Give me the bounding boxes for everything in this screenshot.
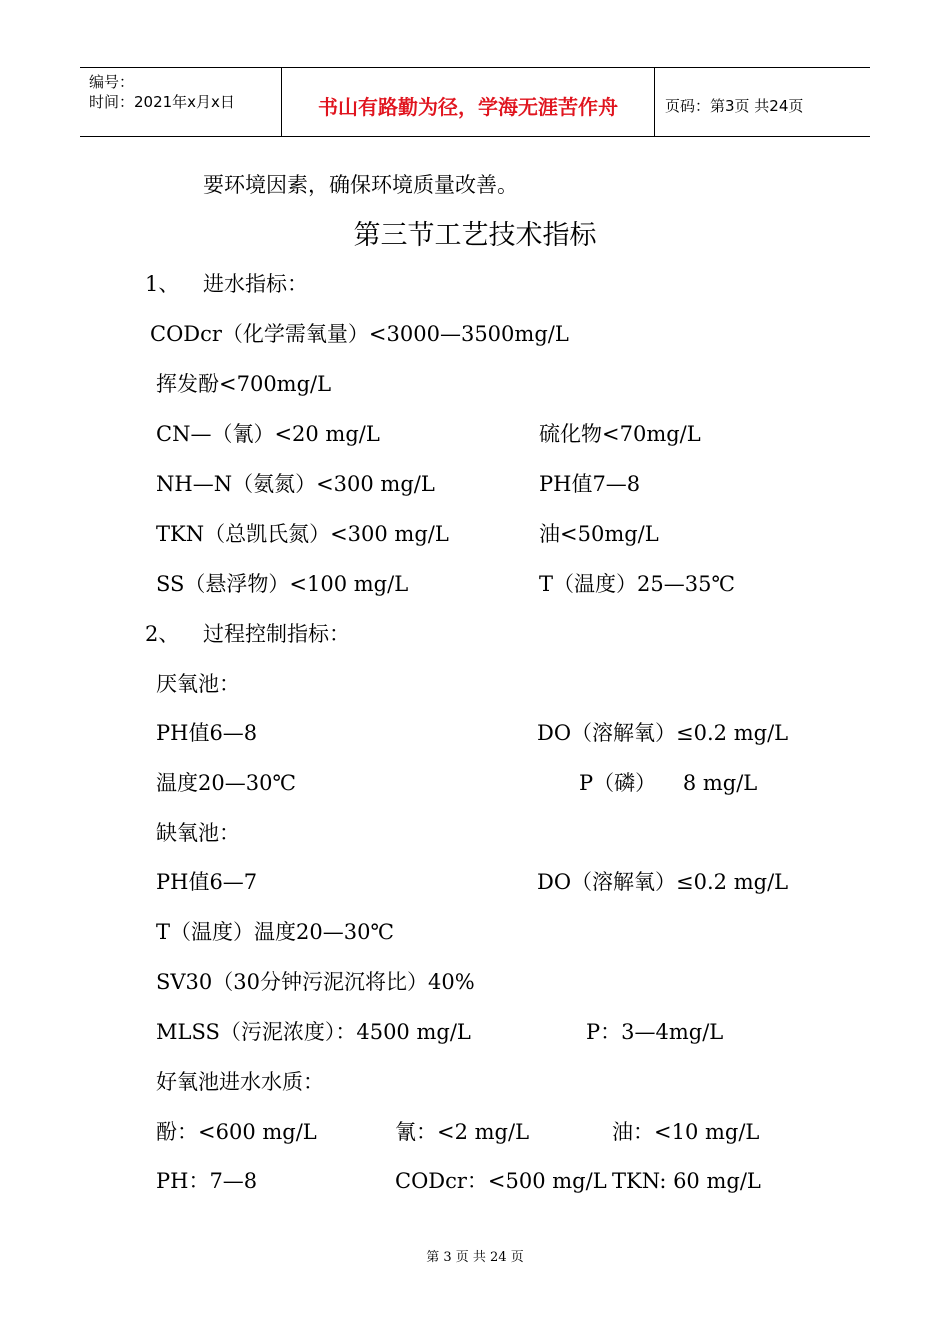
page-header xyxy=(80,67,870,137)
anaerobic-temp: 温度20—30℃ xyxy=(156,771,296,795)
inlet-nh: NH—N（氨氮）<300 mg/L xyxy=(156,472,435,496)
inlet-ss: SS（悬浮物）<100 mg/L xyxy=(156,572,409,596)
aerobic-cod: CODcr：<500 mg/L xyxy=(395,1169,607,1193)
anoxic-title: 缺氧池： xyxy=(156,821,240,845)
anaerobic-p: P（磷） 8 mg/L xyxy=(579,771,758,795)
inlet-cn: CN—（氰）<20 mg/L xyxy=(156,422,380,446)
inlet-tkn: TKN（总凯氏氮）<300 mg/L xyxy=(156,522,449,546)
aerobic-ph: PH：7—8 xyxy=(156,1169,258,1193)
intro-line: 要环境因素，确保环境质量改善。 xyxy=(203,173,518,197)
anoxic-do: DO（溶解氧）≤0.2 mg/L xyxy=(537,870,789,894)
anaerobic-do: DO（溶解氧）≤0.2 mg/L xyxy=(537,721,789,745)
header-page-label: 页码：第3页 共24页 xyxy=(665,96,804,115)
anoxic-p: P：3—4mg/L xyxy=(586,1020,724,1044)
inlet-temp: T（温度）25—35℃ xyxy=(539,572,735,596)
inlet-ph: PH值7—8 xyxy=(539,472,641,496)
inlet-phenol: 挥发酚<700mg/L xyxy=(156,372,332,396)
time-label: 时间：2021年x月x日 xyxy=(89,93,235,111)
inlet-sulfide: 硫化物<70mg/L xyxy=(539,422,701,446)
header-motto: 书山有路勤为径，学海无涯苦作舟 xyxy=(282,68,655,136)
aerobic-title: 好氧池进水水质： xyxy=(156,1070,324,1094)
aerobic-tkn: TKN: 60 mg/L xyxy=(612,1169,761,1193)
anaerobic-title: 厌氧池： xyxy=(156,672,240,696)
aerobic-cn: 氰：<2 mg/L xyxy=(395,1120,530,1144)
page-footer: 第 3 页 共 24 页 xyxy=(426,1250,524,1265)
number-label: 编号： xyxy=(89,73,135,91)
anoxic-ph: PH值6—7 xyxy=(156,870,258,894)
inlet-cod: CODcr（化学需氧量）<3000—3500mg/L xyxy=(150,322,569,346)
header-meta xyxy=(80,68,282,136)
inlet-heading-num: 1、 xyxy=(145,272,180,296)
section-title: 第三节工艺技术指标 xyxy=(353,220,597,251)
anoxic-temp: T（温度）温度20—30℃ xyxy=(156,920,394,944)
process-heading-num: 2、 xyxy=(145,622,180,646)
process-heading: 过程控制指标： xyxy=(203,622,350,646)
aerobic-oil: 油：<10 mg/L xyxy=(612,1120,760,1144)
inlet-oil: 油<50mg/L xyxy=(539,522,659,546)
anaerobic-ph: PH值6—8 xyxy=(156,721,258,745)
anoxic-sv30: SV30（30分钟污泥沉将比）40% xyxy=(156,970,475,994)
anoxic-mlss: MLSS（污泥浓度）：4500 mg/L xyxy=(156,1020,471,1044)
aerobic-phenol: 酚：<600 mg/L xyxy=(156,1120,317,1144)
inlet-heading: 进水指标： xyxy=(203,272,308,296)
